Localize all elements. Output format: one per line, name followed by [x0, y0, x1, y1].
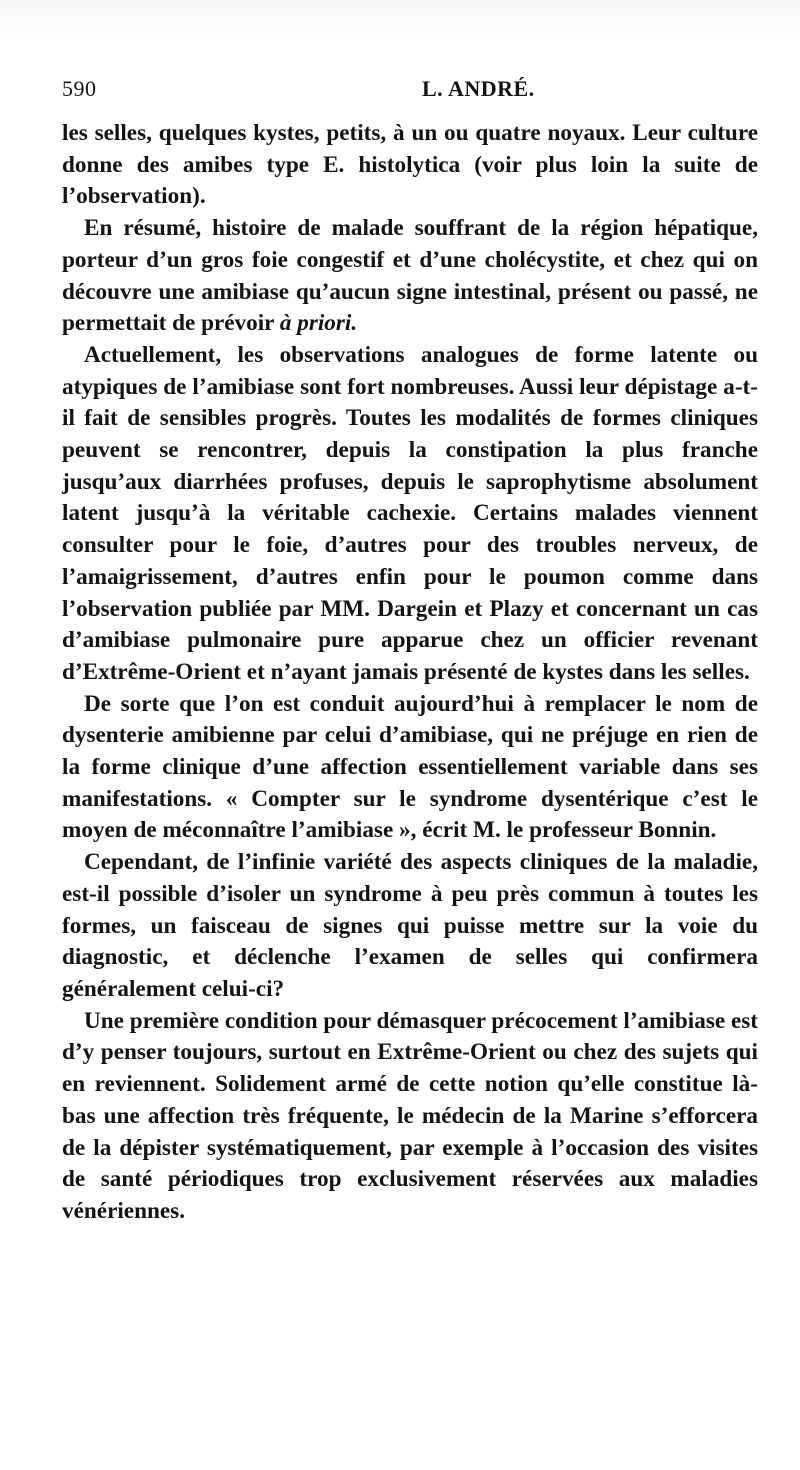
paragraph-5: Cependant, de l’infinie variété des aspects cliniques de la maladie, est-il possible d’isoler un syndrome à peu près commun à toutes les formes, un faisceau de signes qui puisse mettre sur la voie du diagnostic, et déclenche l’examen de selles qui confirmera généralement celui-ci?	[62, 849, 758, 1002]
paragraph-3: Actuellement, les observations analogues de forme latente ou atypiques de l’amibiase sont fort nombreuses. Aussi leur dépistage a-t-il fait de sensibles progrès. Toutes les modalités de formes cliniques peuvent se rencontrer, depuis la constipation la plus franche jusqu’aux diarrhées profuses, depuis le saprophytisme absolument latent jusqu’à la véritable cachexie. Certains malades viennent consulter pour le foie, d’autres pour des troubles nerveux, de l’amaigrissement, d’autres enfin pour le poumon comme dans l’observation publiée par MM. Dargein et Plazy et concernant un cas d’amibiase pulmonaire pure apparue chez un officier revenant d’Extrême-Orient et n’ayant jamais présenté de kystes dans les selles.	[62, 341, 758, 685]
page-number: 590	[62, 76, 97, 101]
paragraph-6: Une première condition pour démasquer précocement l’amibiase est d’y penser toujours, surtout en Extrême-Orient ou chez des sujets qui en reviennent. Solidement armé de cette notion qu’elle constitue là-bas une affection très fréquente, le médecin de la Marine s’efforcera de la dépister systématiquement, par exemple à l’occasion des visites de santé périodiques trop exclusivement réservées aux maladies vénériennes.	[62, 1007, 758, 1224]
paragraph-2	[62, 213, 758, 340]
paragraph-2-text: En résumé, histoire de malade souffrant de la région hépatique, porteur d’un gros foie congestif et d’une cholécystite, et chez qui on découvre une amibiase qu’aucun signe intestinal, présent ou passé, ne permettait de prévoir	[62, 215, 758, 337]
paragraph-4: De sorte que l’on est conduit aujourd’hui à remplacer le nom de dysenterie amibienne par celui d’amibiase, qui ne préjuge en rien de la forme clinique d’une affection essentiellement variable dans ses manifestations. « Compter sur le syndrome dysentérique c’est le moyen de méconnaître l’amibiase », écrit M. le professeur Bonnin.	[62, 690, 758, 844]
body-text	[62, 118, 758, 1228]
paragraph-1: les selles, quelques kystes, petits, à un ou quatre noyaux. Leur culture donne des amibes type E. histolytica (voir plus loin la suite de l’observation).	[62, 120, 758, 210]
page-header	[62, 76, 752, 106]
running-title: L. ANDRÉ.	[422, 76, 535, 101]
italic-phrase: à priori.	[279, 310, 358, 337]
